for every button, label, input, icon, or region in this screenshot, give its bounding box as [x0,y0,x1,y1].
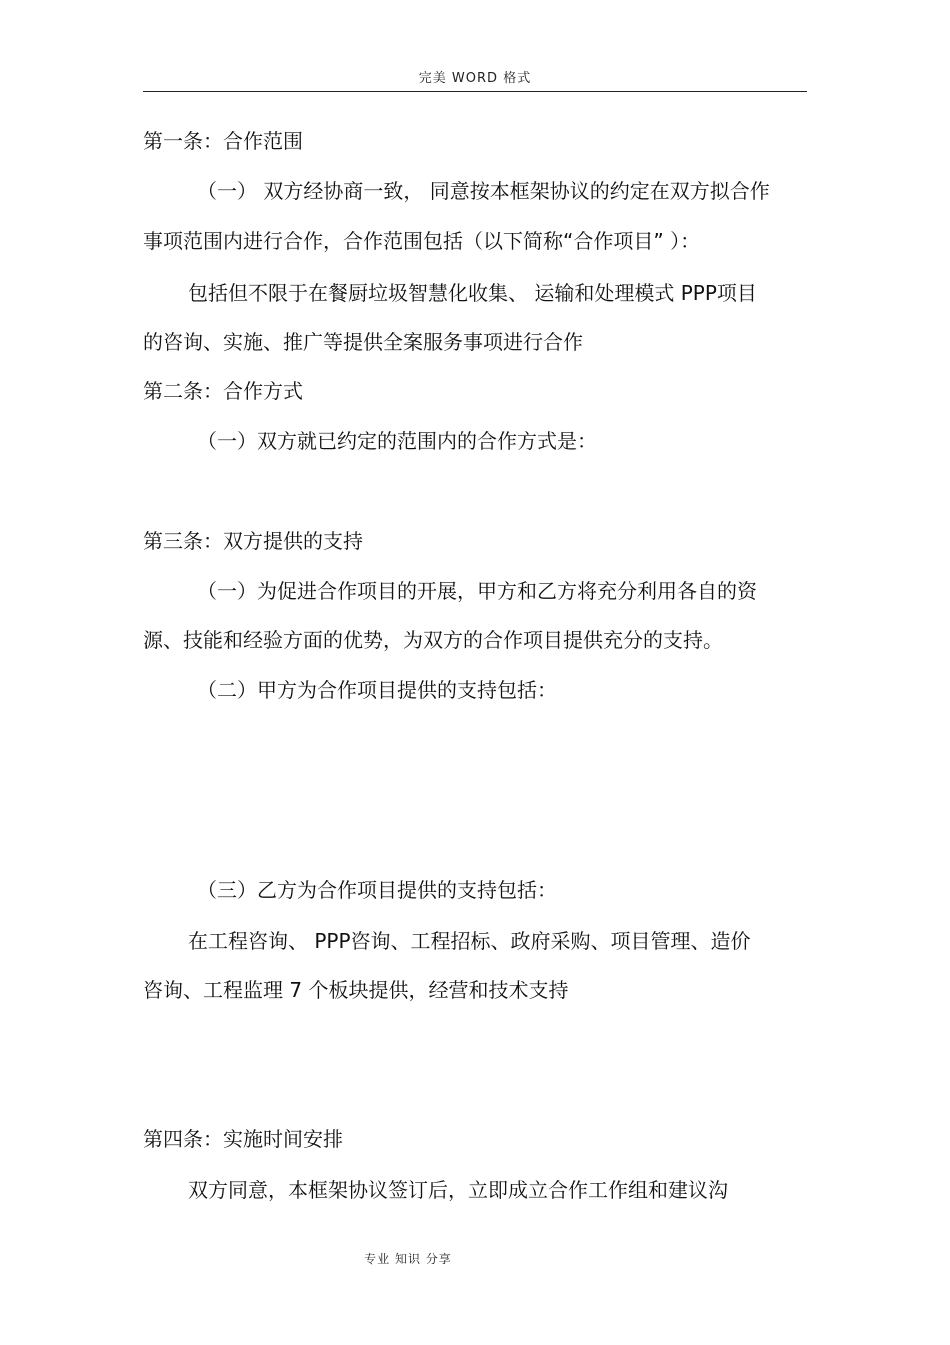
article3-paragraph1-line2: 源、技能和经验方面的优势，为双方的合作项目提供充分的支持。 [143,628,723,652]
article2-paragraph1: （一）双方就已约定的范围内的合作方式是： [197,429,597,453]
article4-title: 第四条：实施时间安排 [143,1127,343,1151]
article2-title: 第二条：合作方式 [143,379,303,403]
article1-paragraph1-line1: （一） 双方经协商一致， 同意按本框架协议的约定在双方拟合作 [197,179,770,203]
article3-paragraph1-line1: （一）为促进合作项目的开展，甲方和乙方将充分利用各自的资 [197,579,757,603]
article1-paragraph2-line2: 的咨询、实施、推广等提供全案服务事项进行合作 [143,330,583,354]
article3-paragraph2: （二）甲方为合作项目提供的支持包括： [197,678,557,702]
article1-paragraph1-line2: 事项范围内进行合作，合作范围包括（以下简称“合作项目” ）： [143,229,701,253]
article3-title: 第三条：双方提供的支持 [143,529,363,553]
article1-paragraph2-line1: 包括但不限于在餐厨垃圾智慧化收集、 运输和处理模式 PPP项目 [188,281,757,305]
article3-paragraph4-line1: 在工程咨询、 PPP咨询、工程招标、政府采购、项目管理、造价 [188,929,751,953]
header-divider [143,91,807,92]
article1-title: 第一条：合作范围 [143,129,303,153]
article3-paragraph3: （三）乙方为合作项目提供的支持包括： [197,878,557,902]
article3-paragraph4-line2: 咨询、工程监理 7 个板块提供，经营和技术支持 [143,978,569,1002]
header-text: 完美 WORD 格式 [418,71,532,86]
page-footer: 专业 知识 分享 [364,1252,452,1266]
article4-paragraph1-line1: 双方同意，本框架协议签订后，立即成立合作工作组和建议沟 [188,1178,728,1202]
